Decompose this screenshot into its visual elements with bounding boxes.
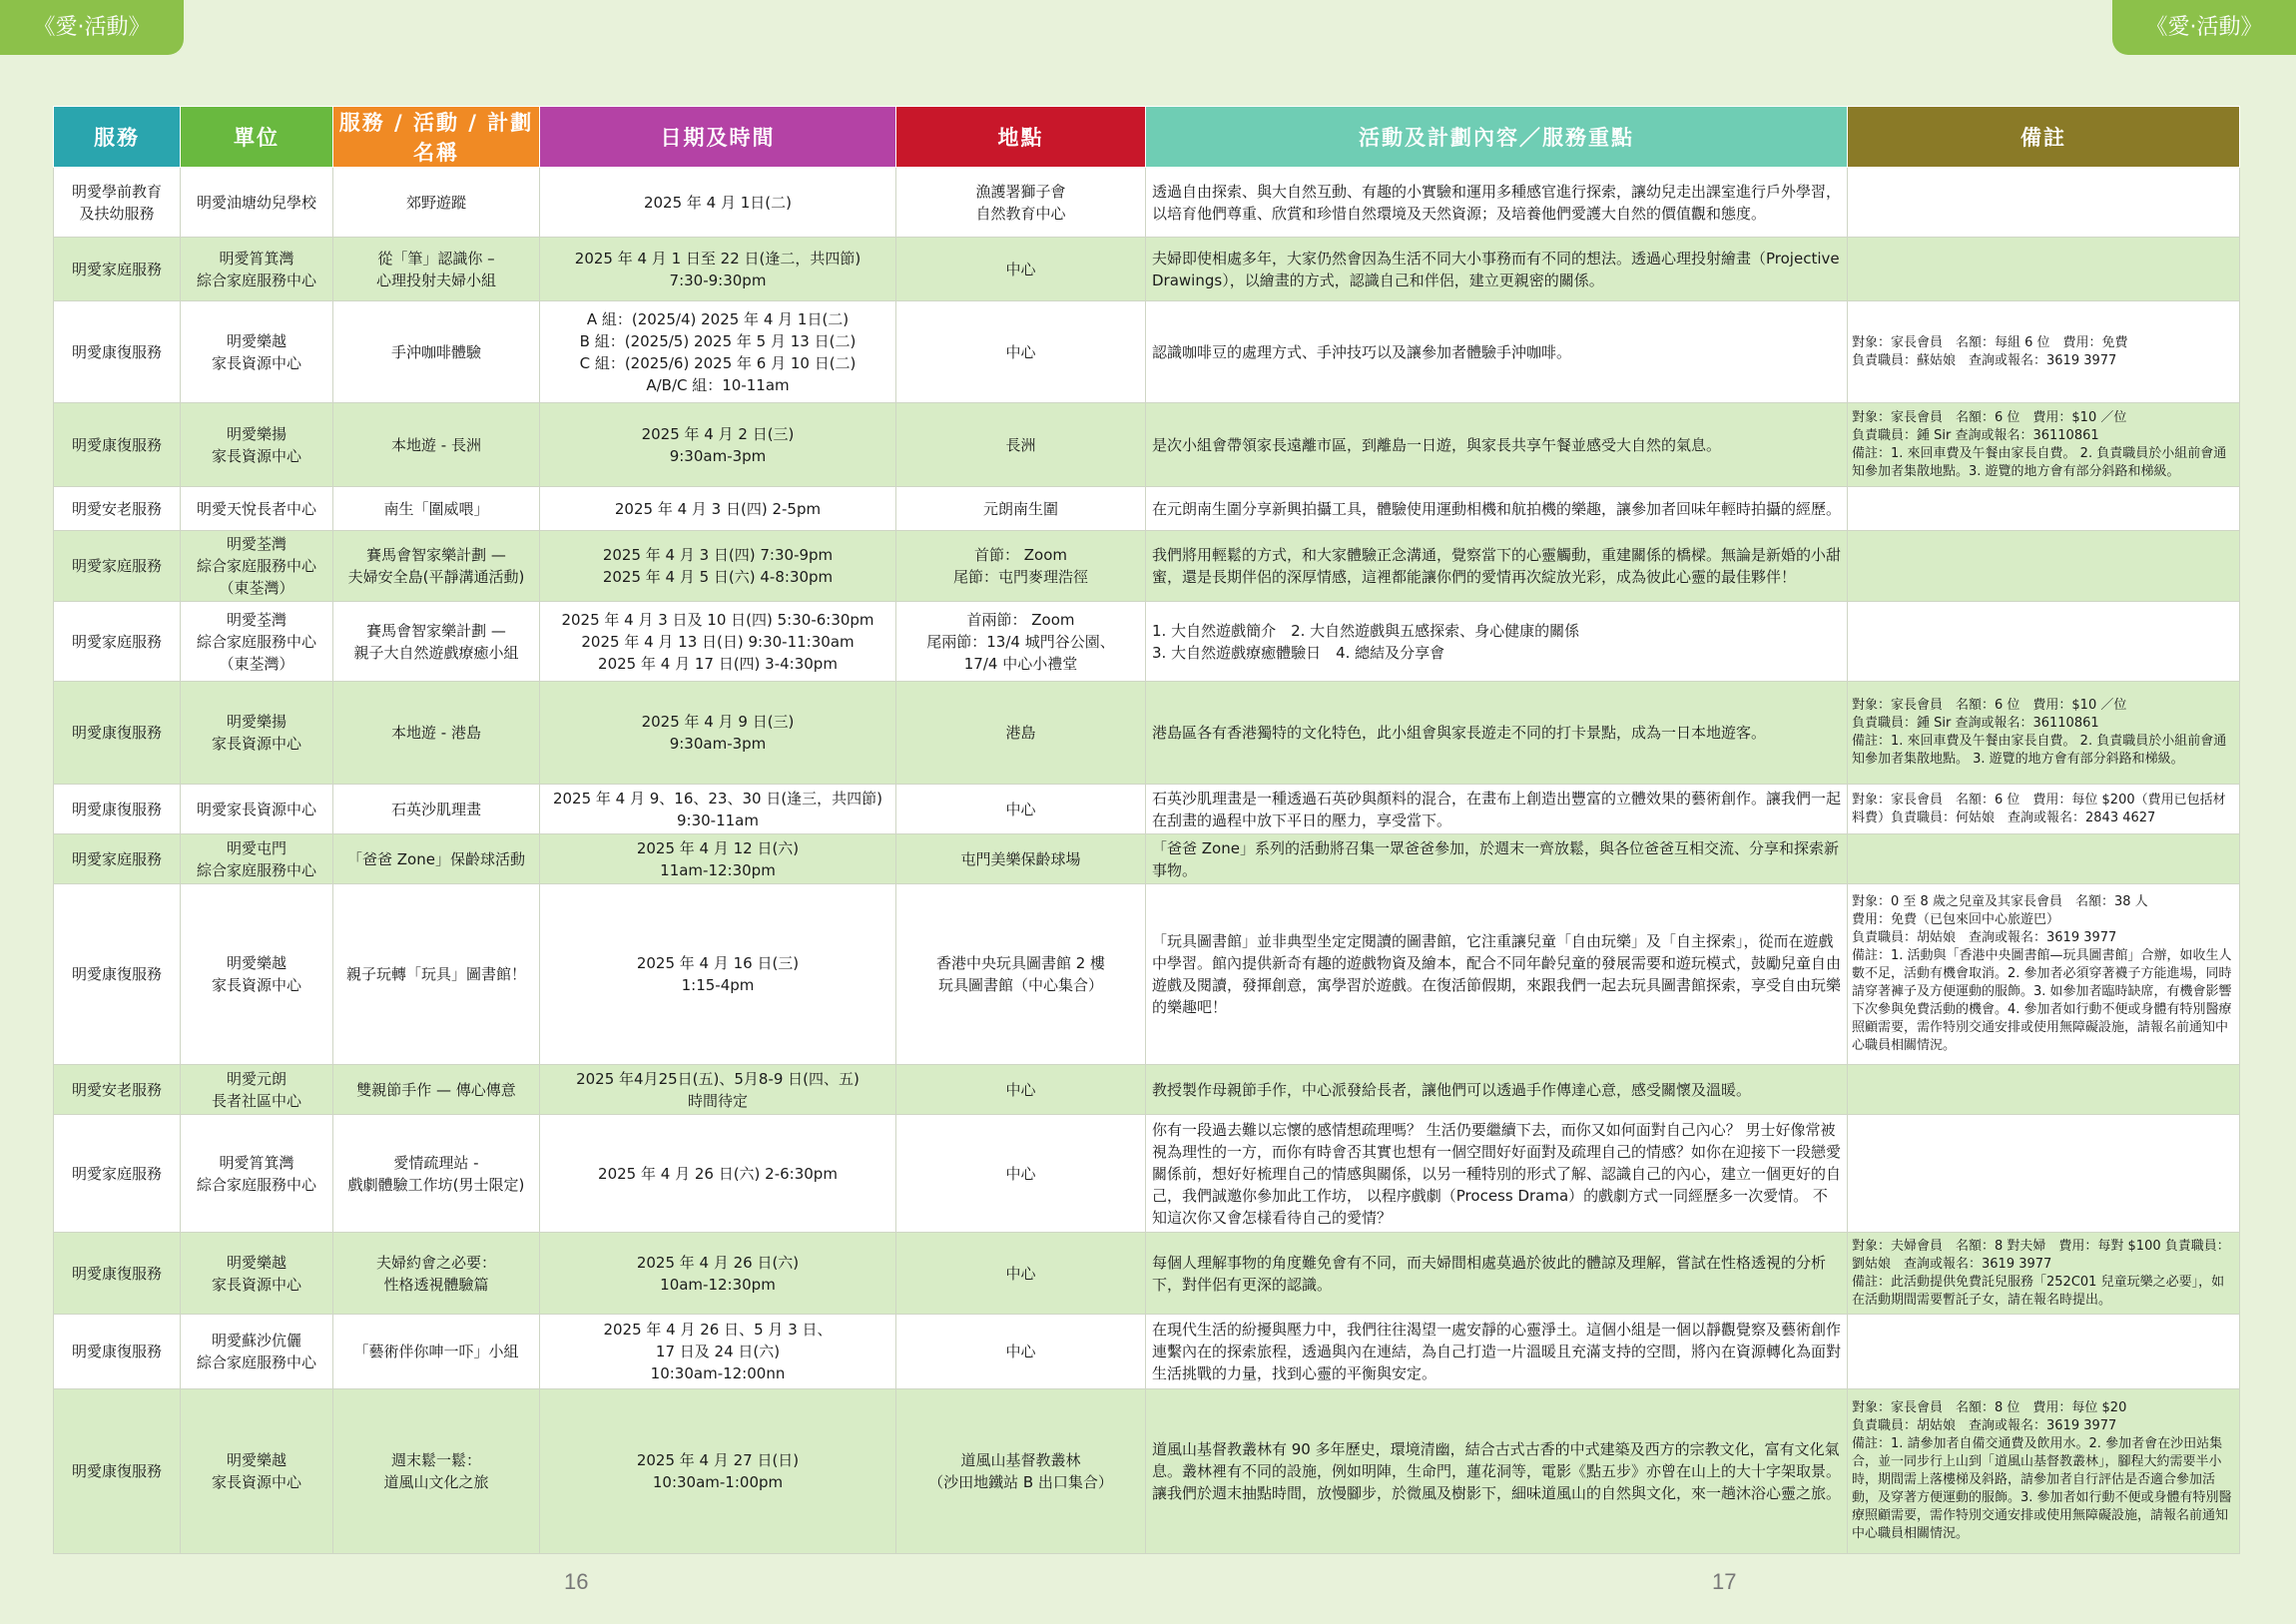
content-cell: 是次小組會帶領家長遠離市區，到離島一日遊，與家長共享午餐並感受大自然的氣息。 (1146, 403, 1848, 487)
remarks-cell (1848, 1065, 2240, 1115)
unit-cell: 明愛樂越 家長資源中心 (181, 1389, 333, 1554)
unit-cell: 明愛荃灣 綜合家庭服務中心 （東荃灣） (181, 602, 333, 682)
activity-name-cell: 石英沙肌理畫 (333, 785, 540, 834)
activity-name-cell: 郊野遊蹤 (333, 168, 540, 238)
page-number-right: 17 (1712, 1569, 1737, 1594)
header-content: 活動及計劃內容／服務重點 (1146, 107, 1848, 168)
service-cell: 明愛家庭服務 (54, 602, 181, 682)
content-cell: 每個人理解事物的角度難免會有不同，而夫婦間相處莫過於彼此的體諒及理解，嘗試在性格透視的分析下，對伴侶有更深的認識。 (1146, 1233, 1848, 1315)
date-time-cell: 2025 年 4 月 26 日、5 月 3 日、 17 日及 24 日(六) 10:30am-12:00nn (540, 1315, 896, 1389)
unit-cell: 明愛油塘幼兒學校 (181, 168, 333, 238)
table-row (54, 403, 2240, 487)
content-cell: 教授製作母親節手作，中心派發給長者，讓他們可以透過手作傳達心意，感受關懷及溫暖。 (1146, 1065, 1848, 1115)
unit-cell: 明愛樂越 家長資源中心 (181, 301, 333, 403)
table-row (54, 301, 2240, 403)
activity-name-cell: 雙親節手作 — 傳心傳意 (333, 1065, 540, 1115)
venue-cell: 首節： Zoom 尾節：屯門麥理浩徑 (896, 531, 1146, 602)
remarks-cell: 對象：家長會員 名額：6 位 費用：每位 $200（費用已包括材料費）負責職員：何姑娘 查詢或報名：2843 4627 (1848, 785, 2240, 834)
header-activity-name: 服務 / 活動 / 計劃名稱 (333, 107, 540, 168)
service-cell: 明愛安老服務 (54, 487, 181, 531)
table-row (54, 682, 2240, 785)
content-cell: 在現代生活的紛擾與壓力中，我們往往渴望一處安靜的心靈淨土。這個小組是一個以靜觀覺察及藝術創作連繫內在的探索旅程，透過與內在連結，為自己打造一片溫暖且充滿支持的空間，將內在資源轉化為面對生活挑戰的力量，找到心靈的平衡與安定。 (1146, 1315, 1848, 1389)
service-cell: 明愛康復服務 (54, 884, 181, 1065)
date-time-cell: 2025 年 4 月 1日(二) (540, 168, 896, 238)
content-cell: 夫婦即使相處多年，大家仍然會因為生活不同大小事務而有不同的想法。透過心理投射繪畫（Projective Drawings），以繪畫的方式，認識自己和伴侶，建立更親密的關係。 (1146, 238, 1848, 301)
remarks-cell (1848, 834, 2240, 884)
unit-cell: 明愛筲箕灣 綜合家庭服務中心 (181, 238, 333, 301)
service-cell: 明愛康復服務 (54, 301, 181, 403)
activity-name-cell: 賽馬會智家樂計劃 — 親子大自然遊戲療癒小組 (333, 602, 540, 682)
unit-cell: 明愛蘇沙伉儷 綜合家庭服務中心 (181, 1315, 333, 1389)
unit-cell: 明愛樂揚 家長資源中心 (181, 682, 333, 785)
activity-name-cell: 親子玩轉「玩具」圖書館！ (333, 884, 540, 1065)
venue-cell: 中心 (896, 301, 1146, 403)
header-unit: 單位 (181, 107, 333, 168)
activity-name-cell: 本地遊 - 港島 (333, 682, 540, 785)
table-row (54, 884, 2240, 1065)
remarks-cell (1848, 238, 2240, 301)
content-cell: 1. 大自然遊戲簡介 2. 大自然遊戲與五感探索、身心健康的關係 3. 大自然遊戲療癒體驗日 4. 總結及分享會 (1146, 602, 1848, 682)
content-cell: 「玩具圖書館」並非典型坐定定閱讀的圖書館，它注重讓兒童「自由玩樂」及「自主探索」，從而在遊戲中學習。館內提供新奇有趣的遊戲物資及繪本，配合不同年齡兒童的發展需要和遊玩模式，鼓勵兒童自由遊戲及閱讀，發揮創意，寓學習於遊戲。在復活節假期，來跟我們一起去玩具圖書館探索，享受自由玩樂的樂趣吧！ (1146, 884, 1848, 1065)
content-cell: 透過自由探索、與大自然互動、有趣的小實驗和運用多種感官進行探索，讓幼兒走出課室進行戶外學習，以培育他們尊重、欣賞和珍惜自然環境及天然資源；及培養他們愛護大自然的價值觀和態度。 (1146, 168, 1848, 238)
date-time-cell: 2025 年 4 月 2 日(三) 9:30am-3pm (540, 403, 896, 487)
table-row (54, 238, 2240, 301)
table-row (54, 1389, 2240, 1554)
remarks-cell: 對象：家長會員 名額：6 位 費用：$10 ／位 負責職員：鍾 Sir 查詢或報名：36110861 備註：1. 來回車費及午餐由家長自費。 2. 負責職員於小組前會通知參加者集散地點。3. 遊覽的地方會有部分斜路和梯級。 (1848, 403, 2240, 487)
date-time-cell: 2025 年 4 月 16 日(三) 1:15-4pm (540, 884, 896, 1065)
venue-cell: 中心 (896, 785, 1146, 834)
section-tab-left: 《愛·活動》 (0, 0, 184, 55)
venue-cell: 漁護署獅子會 自然教育中心 (896, 168, 1146, 238)
unit-cell: 明愛樂越 家長資源中心 (181, 1233, 333, 1315)
service-cell: 明愛家庭服務 (54, 531, 181, 602)
service-cell: 明愛康復服務 (54, 1389, 181, 1554)
unit-cell: 明愛元朗 長者社區中心 (181, 1065, 333, 1115)
table-row (54, 168, 2240, 238)
remarks-cell: 對象：0 至 8 歲之兒童及其家長會員 名額：38 人 費用：免費（已包來回中心旅遊巴） 負責職員：胡姑娘 查詢或報名：3619 3977 備註：1. 活動與「香港中央圖書館—玩具圖書館」合辦，如收生人數不足，活動有機會取消。2. 參加者必須穿著襪子方能進場，同時請穿著褲子及方便運動的服飾。3. 如參加者臨時缺席，有機會影響下次參與免費活動的機會。4. 參加者如行動不便或身體有特別醫療照顧需要，需作特別交通安排或使用無障礙設施，請報名前通知中心職員相關情況。 (1848, 884, 2240, 1065)
activity-name-cell: 夫婦約會之必要： 性格透視體驗篇 (333, 1233, 540, 1315)
table-header-row (54, 107, 2240, 168)
activity-name-cell: 手沖咖啡體驗 (333, 301, 540, 403)
date-time-cell: 2025 年 4 月 9、16、23、30 日(逢三，共四節) 9:30-11am (540, 785, 896, 834)
date-time-cell: 2025 年 4 月 3 日(四) 7:30-9pm 2025 年 4 月 5 日(六) 4-8:30pm (540, 531, 896, 602)
service-cell: 明愛康復服務 (54, 682, 181, 785)
unit-cell: 明愛屯門 綜合家庭服務中心 (181, 834, 333, 884)
venue-cell: 中心 (896, 1233, 1146, 1315)
date-time-cell: A 組：(2025/4) 2025 年 4 月 1日(二) B 組：(2025/5) 2025 年 5 月 13 日(二) C 組：(2025/6) 2025 年 6 月 10 日(二) A/B/C 組：10-11am (540, 301, 896, 403)
date-time-cell: 2025 年 4 月 3 日及 10 日(四) 5:30-6:30pm 2025 年 4 月 13 日(日) 9:30-11:30am 2025 年 4 月 17 日(四) 3-4:30pm (540, 602, 896, 682)
service-cell: 明愛家庭服務 (54, 834, 181, 884)
remarks-cell (1848, 1315, 2240, 1389)
remarks-cell (1848, 602, 2240, 682)
remarks-cell: 對象：家長會員 名額：每組 6 位 費用：免費 負責職員：蘇姑娘 查詢或報名：3619 3977 (1848, 301, 2240, 403)
table-row (54, 785, 2240, 834)
date-time-cell: 2025 年 4 月 9 日(三) 9:30am-3pm (540, 682, 896, 785)
venue-cell: 元朗南生圍 (896, 487, 1146, 531)
activity-name-cell: 賽馬會智家樂計劃 — 夫婦安全島(平靜溝通活動) (333, 531, 540, 602)
content-cell: 「爸爸 Zone」系列的活動將召集一眾爸爸參加，於週末一齊放鬆，與各位爸爸互相交流、分享和探索新事物。 (1146, 834, 1848, 884)
table-row (54, 487, 2240, 531)
remarks-cell (1848, 531, 2240, 602)
activity-table (53, 106, 2240, 1554)
venue-cell: 香港中央玩具圖書館 2 樓 玩具圖書館（中心集合） (896, 884, 1146, 1065)
header-date-time: 日期及時間 (540, 107, 896, 168)
remarks-cell: 對象：家長會員 名額：8 位 費用：每位 $20 負責職員：胡姑娘 查詢或報名：3619 3977 備註：1. 請參加者自備交通費及飲用水。2. 參加者會在沙田站集合，並一同步行上山到「道風山基督教叢林」，腳程大約需要半小時，期間需上落樓梯及斜路，請參加者自行評估是否適合參加活動，及穿著方便運動的服飾。3. 參加者如行動不便或身體有特別醫療照顧需要，需作特別交通安排或使用無障礙設施，請報名前通知中心職員相關情況。 (1848, 1389, 2240, 1554)
service-cell: 明愛家庭服務 (54, 238, 181, 301)
venue-cell: 長洲 (896, 403, 1146, 487)
table-row (54, 1315, 2240, 1389)
venue-cell: 中心 (896, 1115, 1146, 1233)
venue-cell: 首兩節： Zoom 尾兩節：13/4 城門谷公園、 17/4 中心小禮堂 (896, 602, 1146, 682)
service-cell: 明愛學前教育 及扶幼服務 (54, 168, 181, 238)
activity-name-cell: 週末鬆一鬆： 道風山文化之旅 (333, 1389, 540, 1554)
content-cell: 你有一段過去難以忘懷的感情想疏理嗎？ 生活仍要繼續下去，而你又如何面對自己內心？ 男士好像常被視為理性的一方，而你有時會否其實也想有一個空間好好面對及疏理自己的情感？如你在迎接下一段戀愛關係前，想好好梳理自己的情感與關係，以另一種特別的形式了解、認識自己的內心，建立一個更好的自己，我們誠邀你參加此工作坊， 以程序戲劇（Process Drama）的戲劇方式一同經歷多一次愛情。 不知這次你又會怎樣看待自己的愛情？ (1146, 1115, 1848, 1233)
header-service: 服務 (54, 107, 181, 168)
table-row (54, 602, 2240, 682)
unit-cell: 明愛筲箕灣 綜合家庭服務中心 (181, 1115, 333, 1233)
date-time-cell: 2025 年 4 月 26 日(六) 10am-12:30pm (540, 1233, 896, 1315)
remarks-cell: 對象：家長會員 名額：6 位 費用：$10 ／位 負責職員：鍾 Sir 查詢或報名：36110861 備註：1. 來回車費及午餐由家長自費。 2. 負責職員於小組前會通知參加者集散地點。 3. 遊覽的地方會有部分斜路和梯級。 (1848, 682, 2240, 785)
service-cell: 明愛安老服務 (54, 1065, 181, 1115)
venue-cell: 港島 (896, 682, 1146, 785)
content-cell: 港島區各有香港獨特的文化特色，此小組會與家長遊走不同的打卡景點，成為一日本地遊客。 (1146, 682, 1848, 785)
remarks-cell (1848, 168, 2240, 238)
table-row (54, 834, 2240, 884)
service-cell: 明愛康復服務 (54, 403, 181, 487)
content-cell: 我們將用輕鬆的方式，和大家體驗正念溝通，覺察當下的心靈觸動，重建關係的橋樑。無論是新婚的小甜蜜，還是長期伴侶的深厚情感，這裡都能讓你們的愛情再次綻放光彩，成為彼此心靈的最佳夥伴！ (1146, 531, 1848, 602)
page-number-left: 16 (564, 1569, 589, 1594)
table-row (54, 531, 2240, 602)
unit-cell: 明愛家長資源中心 (181, 785, 333, 834)
remarks-cell: 對象：夫婦會員 名額：8 對夫婦 費用：每對 $100 負責職員：劉姑娘 查詢或報名：3619 3977 備註：此活動提供免費託兒服務「252C01 兒童玩樂之必要」，如在活動期間需要暫託子女，請在報名時提出。 (1848, 1233, 2240, 1315)
service-cell: 明愛康復服務 (54, 1233, 181, 1315)
venue-cell: 屯門美樂保齡球場 (896, 834, 1146, 884)
content-cell: 石英沙肌理畫是一種透過石英砂與顏料的混合，在畫布上創造出豐富的立體效果的藝術創作。讓我們一起在刮畫的過程中放下平日的壓力，享受當下。 (1146, 785, 1848, 834)
activity-name-cell: 「藝術伴你呻一吓」小組 (333, 1315, 540, 1389)
header-venue: 地點 (896, 107, 1146, 168)
table-row (54, 1233, 2240, 1315)
remarks-cell (1848, 1115, 2240, 1233)
date-time-cell: 2025 年4月25日(五)、5月8-9 日(四、五) 時間待定 (540, 1065, 896, 1115)
venue-cell: 中心 (896, 1315, 1146, 1389)
unit-cell: 明愛荃灣 綜合家庭服務中心 （東荃灣） (181, 531, 333, 602)
date-time-cell: 2025 年 4 月 1 日至 22 日(逢二，共四節) 7:30-9:30pm (540, 238, 896, 301)
content-cell: 認識咖啡豆的處理方式、手沖技巧以及讓參加者體驗手沖咖啡。 (1146, 301, 1848, 403)
remarks-cell (1848, 487, 2240, 531)
unit-cell: 明愛天悅長者中心 (181, 487, 333, 531)
table-row (54, 1065, 2240, 1115)
venue-cell: 中心 (896, 1065, 1146, 1115)
content-cell: 道風山基督教叢林有 90 多年歷史，環境清幽，結合古式古香的中式建築及西方的宗教文化，富有文化氣息。叢林裡有不同的設施，例如明陣，生命門，蓮花洞等，電影《點五步》亦曾在山上的大十字架取景。讓我們於週末抽點時間，放慢腳步，於微風及樹影下，細味道風山的自然與文化，來一趟沐浴心靈之旅。 (1146, 1389, 1848, 1554)
activity-name-cell: 南生「圍威喂」 (333, 487, 540, 531)
service-cell: 明愛家庭服務 (54, 1115, 181, 1233)
activity-name-cell: 「爸爸 Zone」保齡球活動 (333, 834, 540, 884)
service-cell: 明愛康復服務 (54, 1315, 181, 1389)
date-time-cell: 2025 年 4 月 12 日(六) 11am-12:30pm (540, 834, 896, 884)
section-tab-right: 《愛·活動》 (2112, 0, 2296, 55)
activity-name-cell: 愛情疏理站 - 戲劇體驗工作坊(男士限定) (333, 1115, 540, 1233)
activity-name-cell: 從「筆」認識你 – 心理投射夫婦小組 (333, 238, 540, 301)
header-remarks: 備註 (1848, 107, 2240, 168)
unit-cell: 明愛樂越 家長資源中心 (181, 884, 333, 1065)
date-time-cell: 2025 年 4 月 3 日(四) 2-5pm (540, 487, 896, 531)
venue-cell: 中心 (896, 238, 1146, 301)
date-time-cell: 2025 年 4 月 27 日(日) 10:30am-1:00pm (540, 1389, 896, 1554)
date-time-cell: 2025 年 4 月 26 日(六) 2-6:30pm (540, 1115, 896, 1233)
service-cell: 明愛康復服務 (54, 785, 181, 834)
venue-cell: 道風山基督教叢林 （沙田地鐵站 B 出口集合） (896, 1389, 1146, 1554)
content-cell: 在元朗南生圍分享新興拍攝工具，體驗使用運動相機和航拍機的樂趣，讓參加者回味年輕時拍攝的經歷。 (1146, 487, 1848, 531)
unit-cell: 明愛樂揚 家長資源中心 (181, 403, 333, 487)
activity-name-cell: 本地遊 - 長洲 (333, 403, 540, 487)
table-row (54, 1115, 2240, 1233)
